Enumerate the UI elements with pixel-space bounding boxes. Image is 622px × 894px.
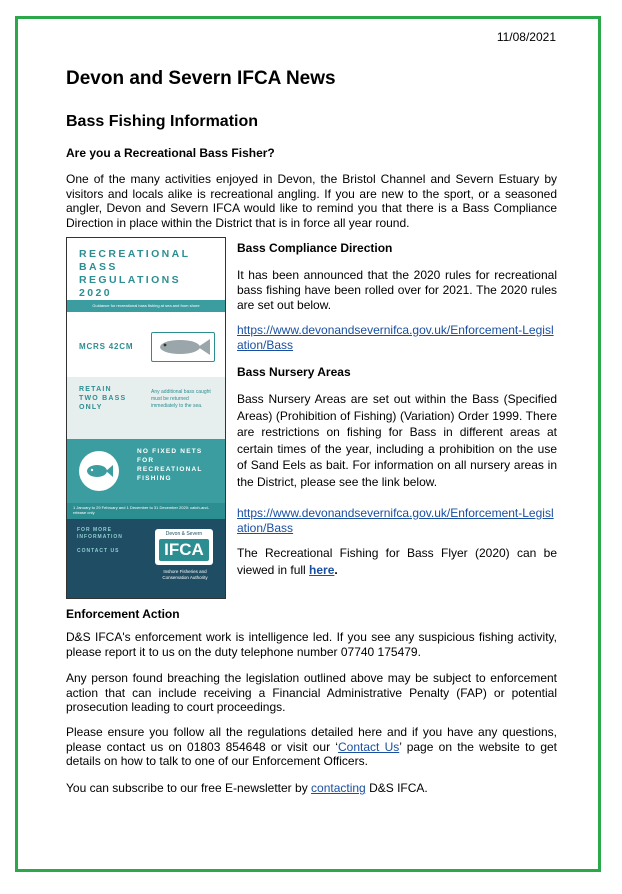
poster-nets-panel xyxy=(67,439,225,503)
flyer-here-link[interactable]: here xyxy=(309,563,335,577)
page-title: Devon and Severn IFCA News xyxy=(66,68,336,89)
poster-retain-panel xyxy=(67,377,225,439)
compliance-heading: Bass Compliance Direction xyxy=(237,241,393,255)
poster-retain: RETAIN TWO BASS ONLY xyxy=(79,386,127,411)
flyer-paragraph: The Recreational Fishing for Bass Flyer (2020) can be viewed in full here. xyxy=(237,546,557,577)
question-heading: Are you a Recreational Bass Fisher? xyxy=(66,146,275,160)
compliance-link-wrap xyxy=(237,323,557,353)
contacting-link[interactable]: contacting xyxy=(311,781,366,795)
poster-retain-note: Any additional bass caught must be returned immediately to the sea. xyxy=(151,389,211,409)
section-title: Bass Fishing Information xyxy=(66,113,259,130)
enforcement-p3: Please ensure you follow all the regulations detailed here and if you have any questions, please contact us on 01803 854648 or visit our ‘Contact Us’ page on the website to get details on how to talk to one of our Enforcement Officers. xyxy=(66,725,558,768)
nursery-link-wrap xyxy=(237,506,557,536)
ifca-logo-subtitle: Inshore Fisheries and Conservation Authority xyxy=(162,569,208,580)
enforcement-p2: Any person found breaching the legislation outlined above may be subject to enforcement action that can include receiving a Financial Administrative Penalty (FAP) or potential prosecution leading to court proceedings. xyxy=(66,671,557,714)
compliance-link[interactable]: https://www.devonandsevernifca.gov.uk/Enforcement-Legislation/Bass xyxy=(237,323,554,352)
poster-header xyxy=(67,238,225,300)
poster-footer xyxy=(67,519,225,598)
poster-mcrs-panel xyxy=(67,312,225,377)
intro-paragraph: One of the many activities enjoyed in Devon, the Bristol Channel and Severn Estuary by visitors and locals alike is recreational angling. If you are new to the sport, or a seasoned angler, Devon and Severn IFCA would like to remind you that there is a Bass Compliance Direction in place within the District that is in force all year round. xyxy=(66,172,557,230)
flyer-text: The Recreational Fishing for Bass Flyer (2020) can be viewed in full xyxy=(237,546,557,577)
poster-mcrs: MCRS 42CM xyxy=(79,342,134,351)
nursery-heading: Bass Nursery Areas xyxy=(237,365,351,379)
contact-us-link[interactable]: Contact Us xyxy=(337,739,400,754)
poster-info: FOR MORE INFORMATION CONTACT US xyxy=(77,527,123,554)
bass-regulations-poster xyxy=(66,237,226,599)
fish-circle-icon xyxy=(79,451,119,491)
enforcement-heading: Enforcement Action xyxy=(66,607,180,621)
nursery-link[interactable]: https://www.devonandsevernifca.gov.uk/Enforcement-Legislation/Bass xyxy=(237,506,554,535)
date: 11/08/2021 xyxy=(496,30,556,44)
compliance-text: It has been announced that the 2020 rules for recreational bass fishing have been rolled over for 2021. The 2020 rules are set out below. xyxy=(237,268,557,312)
fish-icon xyxy=(151,332,215,362)
nursery-text: Bass Nursery Areas are set out within the Bass (Specified Areas) (Prohibition of Fishing) (Variation) Order 1999. There are restrictions on fishing for Bass in different areas at certain times of the year, including a prohibition on the use of Sand Eels as bait. For information on all nursery areas in the District, please see the link below. xyxy=(237,392,557,489)
poster-dates: 1 January to 29 February and 1 December to 31 December 2020: catch-and-release only xyxy=(67,503,225,519)
poster-band: Guidance for recreational bass fishing at sea and from shore xyxy=(67,300,225,312)
enforcement-p1: D&S IFCA's enforcement work is intelligence led. If you see any suspicious fishing activity, please report it to us on the duty telephone number 07740 175479. xyxy=(66,630,557,659)
poster-nets: NO FIXED NETS FOR RECREATIONAL FISHING xyxy=(137,448,203,482)
enforcement-p4: You can subscribe to our free E-newsletter by contacting D&S IFCA. xyxy=(66,781,428,795)
poster-title: RECREATIONAL BASS REGULATIONS 2020 xyxy=(79,248,191,299)
ifca-logo: Devon & Severn IFCA xyxy=(155,529,213,565)
